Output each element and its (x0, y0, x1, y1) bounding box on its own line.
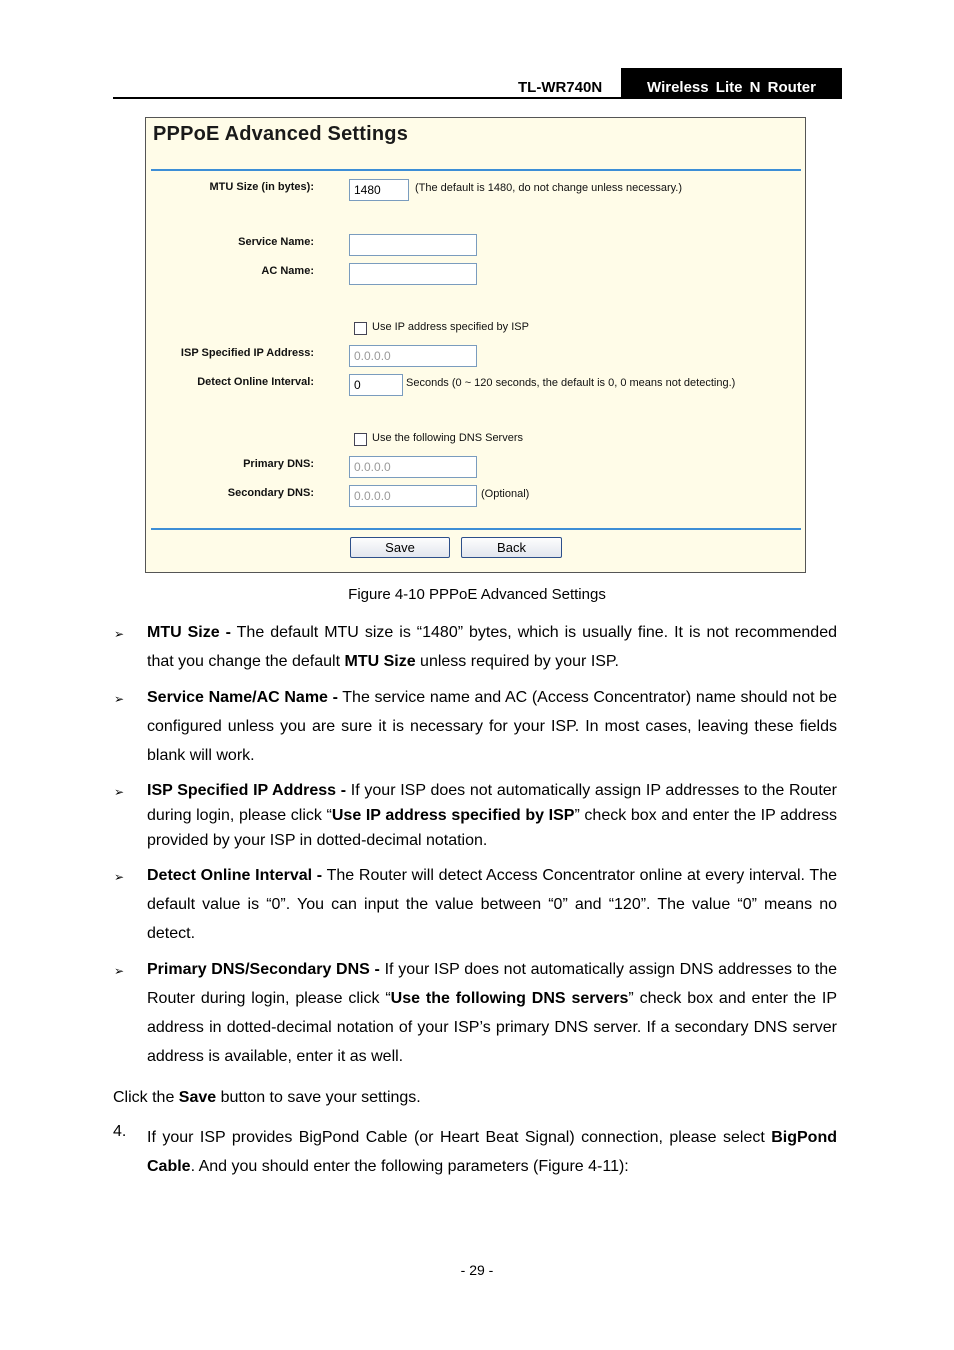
use-isp-ip-checkbox[interactable] (354, 322, 367, 335)
bullet-icon: ➢ (114, 964, 125, 978)
bullet-icon: ➢ (114, 692, 125, 706)
use-dns-checkbox[interactable] (354, 433, 367, 446)
detect-interval-input[interactable] (349, 374, 403, 396)
secondary-dns-label: Secondary DNS: (227, 487, 314, 499)
use-isp-ip-label: Use IP address specified by ISP (372, 321, 529, 333)
step-number: 4. (113, 1123, 127, 1140)
bullet-icon: ➢ (114, 627, 125, 641)
mtu-note: (The default is 1480, do not change unless necessary.) (415, 182, 683, 194)
top-divider (151, 169, 801, 171)
detect-interval-label: Detect Online Interval: (197, 376, 314, 388)
mtu-label: MTU Size (in bytes): (209, 181, 314, 193)
ac-name-label: AC Name: (261, 265, 314, 277)
bullet-icon: ➢ (114, 785, 125, 799)
panel-title: PPPoE Advanced Settings (153, 123, 409, 145)
back-button[interactable]: Back (461, 537, 562, 558)
header-model: TL-WR740N (518, 79, 603, 96)
isp-ip-input[interactable] (349, 345, 477, 367)
bottom-divider (151, 528, 801, 530)
save-button[interactable]: Save (350, 537, 450, 558)
service-name-label: Service Name: (238, 236, 314, 248)
ac-name-input[interactable] (349, 263, 477, 285)
item-term: ISP Specified IP Address - (147, 782, 347, 799)
header-rule (113, 97, 842, 99)
item-term: Detect Online Interval - (147, 867, 323, 884)
save-instruction: Click the Save button to save your settings. (113, 1089, 421, 1106)
secondary-dns-note: (Optional) (481, 488, 530, 500)
bullet-icon: ➢ (114, 870, 125, 884)
pppoe-settings-panel (145, 117, 806, 573)
detect-interval-note: Seconds (0 ~ 120 seconds, the default is 0, 0 means not detecting.) (406, 377, 736, 389)
item-service-name: Service Name/AC Name - The service name and AC (Access Concentrator) name should not be configured unless you are sure it is necessary for your ISP. In most cases, leaving these fields blank will work. (147, 689, 837, 764)
figure-caption: Figure 4-10 PPPoE Advanced Settings (348, 586, 606, 603)
page-number: - 29 - (460, 1262, 494, 1278)
primary-dns-label: Primary DNS: (243, 458, 314, 470)
primary-dns-input[interactable] (349, 456, 477, 478)
secondary-dns-input[interactable] (349, 485, 477, 507)
header-product: Wireless Lite N Router (621, 68, 842, 99)
use-dns-label: Use the following DNS Servers (372, 432, 524, 444)
step-4-text: If your ISP provides BigPond Cable (or Heart Beat Signal) connection, please select BigPond Cable. And you should enter the following parameters (Figure 4-11): (147, 1129, 837, 1175)
item-detect-interval: Detect Online Interval - The Router will detect Access Concentrator online at every interval. The default value is “0”. You can input the value between “0” and “120”. The value “0” means no detect. (147, 867, 837, 942)
service-name-input[interactable] (349, 234, 477, 256)
item-term: MTU Size - (147, 624, 231, 641)
item-dns: Primary DNS/Secondary DNS - If your ISP does not automatically assign DNS addresses to the Router during login, please click “Use the following DNS servers” check box and enter the IP address in dotted-decimal notation of your ISP’s primary DNS server. If a secondary DNS server address is available, enter it as well. (147, 961, 838, 1065)
item-term: Primary DNS/Secondary DNS - (147, 961, 380, 978)
isp-ip-label: ISP Specified IP Address: (180, 347, 314, 359)
item-isp-ip: ISP Specified IP Address - If your ISP does not automatically assign IP addresses to the Router during login, please click “Use IP address specified by ISP” check box and enter the IP address provided by your ISP in dotted-decimal notation. (147, 782, 838, 849)
item-term: Service Name/AC Name - (147, 689, 338, 706)
mtu-input[interactable] (349, 179, 409, 201)
item-mtu: MTU Size - The default MTU size is “1480” bytes, which is usually fine. It is not recommended that you change the default MTU Size unless required by your ISP. (147, 624, 837, 670)
